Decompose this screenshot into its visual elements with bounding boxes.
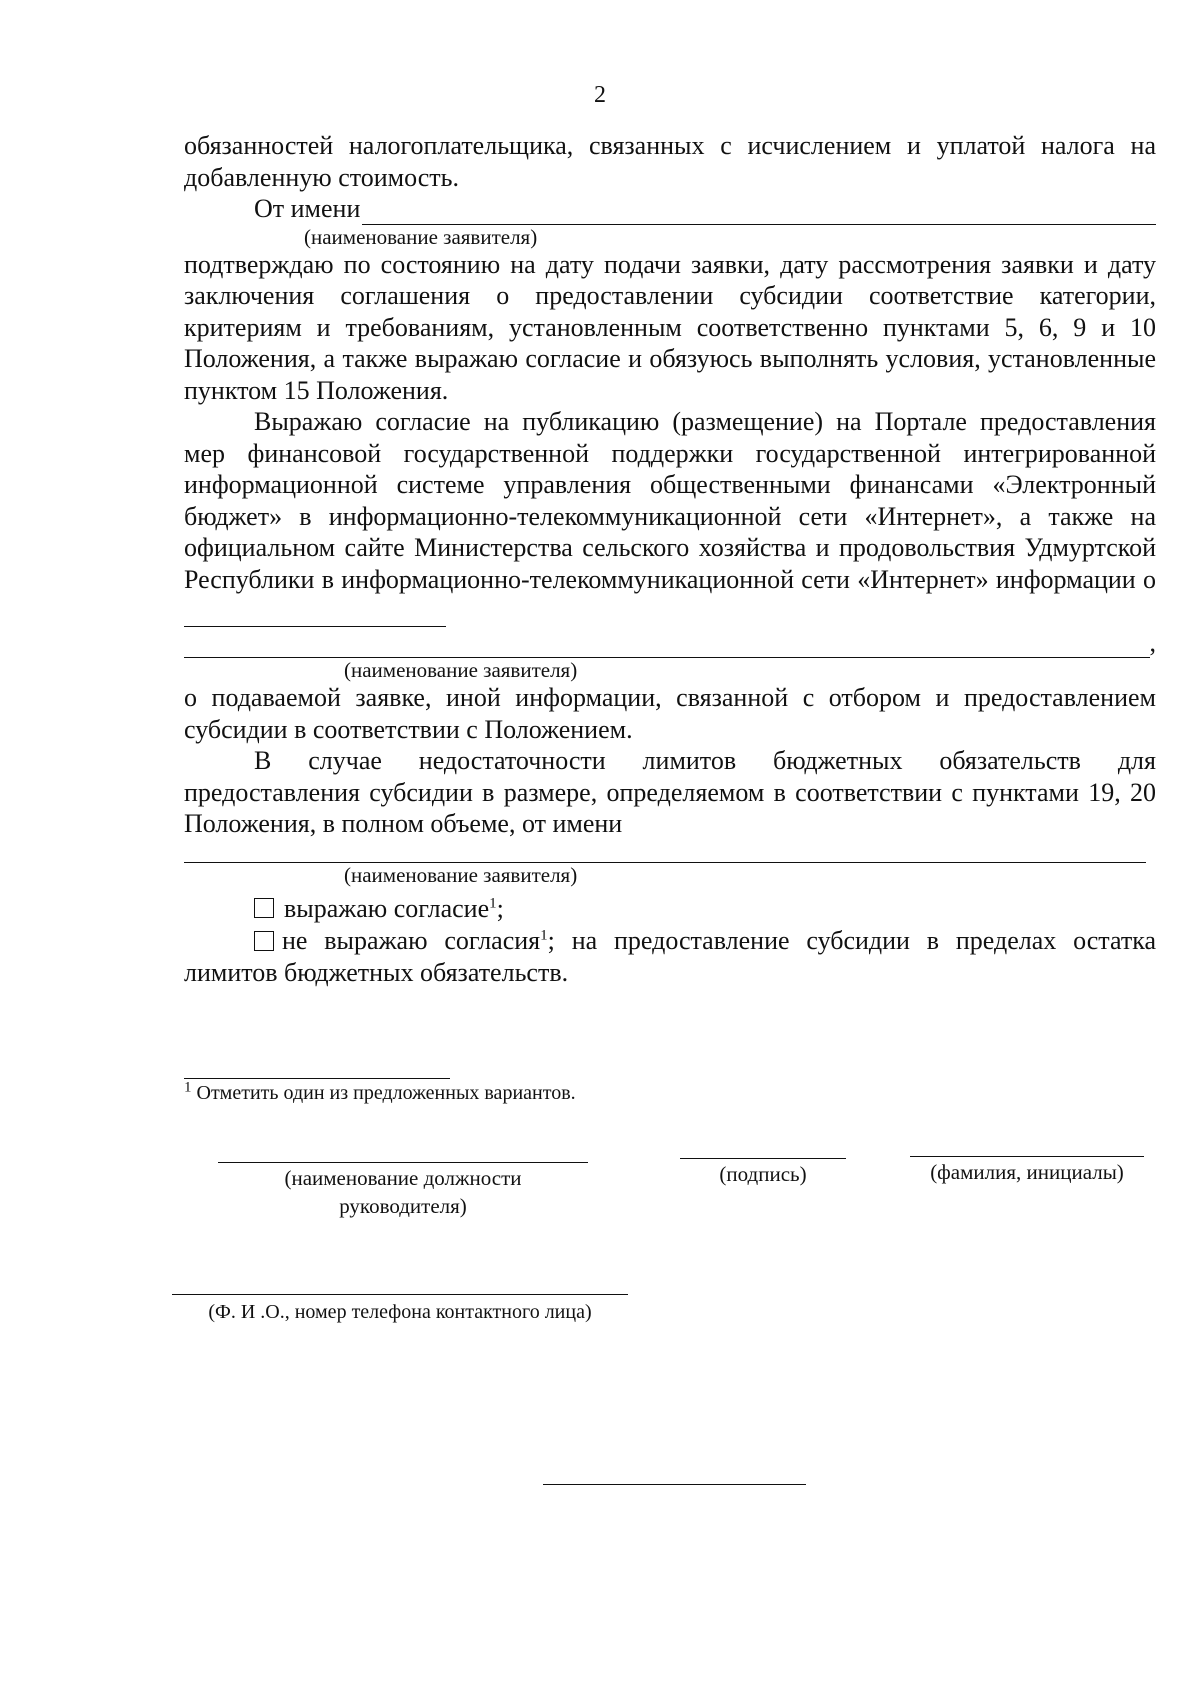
footnote [184, 1079, 576, 1105]
contact-person-line[interactable] [172, 1294, 628, 1295]
applicant-name-field[interactable] [362, 200, 1156, 225]
signature-line[interactable] [680, 1158, 846, 1159]
paragraph-limits-shortage: В случае недостаточности лимитов бюджетных обязательств для предоставления субсидии в размере, определяемом в соответствии с пунктами 19, 20 Положения, в полном объеме, от имени [184, 746, 1156, 838]
option-disagree-row [184, 925, 1156, 988]
paragraph-confirmation: подтверждаю по состоянию на дату подачи заявки, дату рассмотрения заявки и дату заключения соглашения о предоставлении субсидии соответствие категории, критериям и требованиям, установленным соответственно пунктами 5, 6, 9 и 10 Положения, а также выражаю согласие и обязуюсь выполнять условия, установленные пунктом 15 Положения. [184, 249, 1156, 405]
applicant-caption-1: (наименование заявителя) [304, 224, 538, 249]
publication-consent-text: Выражаю согласие на публикацию (размещение) на Портале предоставления мер финансовой государственной поддержки государственной интегрированной информационной системе управления общественными финансами «Электронный бюджет» в информационно-телекоммуникационной сети «Интернет», а также на официальном сайте Министерства сельского хозяйства и продовольствия Удмуртской Республики в информационно-телекоммуникационной сети «Интернет» информации о [184, 407, 1156, 594]
limits-applicant-field[interactable] [184, 840, 1146, 863]
position-caption [218, 1164, 588, 1220]
agree-footnote-mark: 1 [489, 894, 497, 911]
paragraph-application-info: о подаваемой заявке, иной информации, связанной с отбором и предоставлением субсидии в соответствии с Положением. [184, 683, 1156, 744]
contact-person-caption: (Ф. И .О., номер телефона контактного лица) [208, 1301, 592, 1323]
document-body [184, 130, 1156, 988]
disagree-checkbox[interactable] [254, 931, 274, 951]
agree-label [284, 893, 504, 925]
disagree-text: не выражаю согласия [282, 926, 541, 955]
agree-semicolon: ; [496, 893, 504, 923]
paragraph-vat-obligations: обязанностей налогоплательщика, связанных с исчислением и уплатой налога на добавленную стоимость. [184, 131, 1156, 192]
disagree-rest-text: ; на предоставление субсидии в пределах остатка лимитов бюджетных обязательств. [184, 926, 1156, 987]
footnote-text: Отметить один из предложенных вариантов. [191, 1082, 576, 1104]
option-agree-row [184, 893, 1156, 925]
closing-rule [543, 1484, 806, 1485]
applicant-caption-3: (наименование заявителя) [344, 862, 578, 887]
footnote-separator [184, 1078, 450, 1079]
applicant-fill-line [184, 193, 1156, 225]
publication-applicant-field-1[interactable] [184, 604, 446, 627]
name-initials-line[interactable] [910, 1156, 1144, 1157]
agree-checkbox[interactable] [254, 898, 274, 918]
disagree-footnote-mark: 1 [540, 927, 548, 944]
position-caption-line-1: (наименование должности [284, 1166, 522, 1190]
position-caption-line-2: руководителя) [339, 1194, 467, 1218]
position-signature-line[interactable] [218, 1162, 588, 1163]
signature-caption: (подпись) [719, 1162, 807, 1186]
comma: , [1149, 627, 1156, 657]
on-behalf-label: От имени [254, 194, 361, 223]
paragraph-publication-consent [184, 406, 1156, 627]
agree-text: выражаю согласие [284, 893, 490, 923]
publication-applicant-line [184, 627, 1156, 659]
page-number: 2 [594, 82, 606, 108]
name-initials-caption: (фамилия, инициалы) [930, 1160, 1124, 1184]
footnote-mark: 1 [184, 1079, 192, 1096]
publication-applicant-field-2[interactable] [184, 635, 1150, 658]
applicant-caption-2: (наименование заявителя) [344, 658, 578, 682]
